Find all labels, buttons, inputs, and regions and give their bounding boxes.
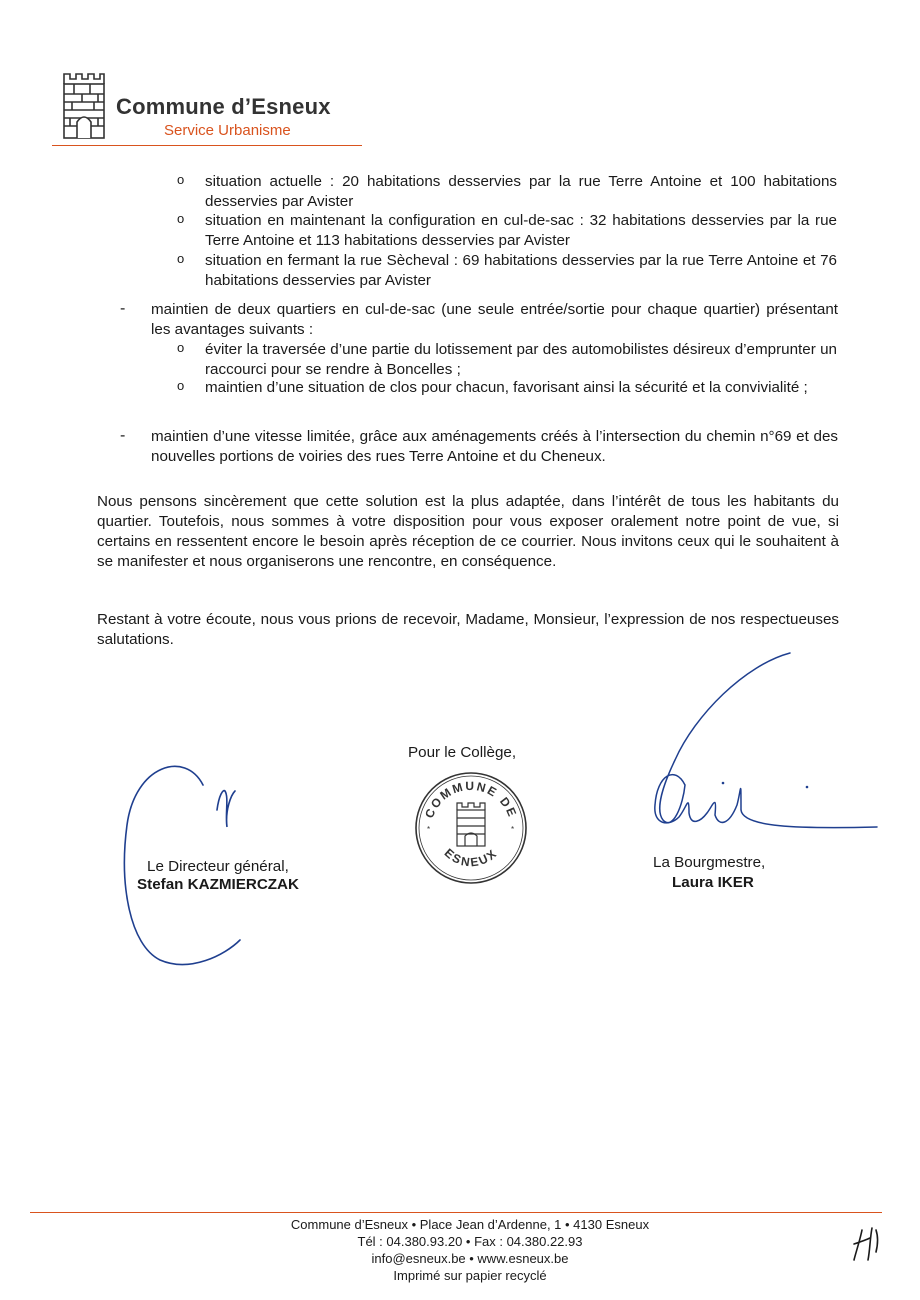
list-item xyxy=(120,427,838,467)
list-item xyxy=(177,172,837,212)
list-item-text: situation en maintenant la configuration en cul-de-sac : 32 habitations desservies par la rue Terre Antoine et 113 habitations desservies par Avister xyxy=(205,212,837,249)
service-name: Service Urbanisme xyxy=(164,122,291,139)
bullet-icon: o xyxy=(177,378,185,393)
mayor-name: Laura IKER xyxy=(672,874,754,891)
list-item xyxy=(177,211,837,251)
mayor-signature xyxy=(645,645,885,840)
bullet-icon: o xyxy=(177,340,185,355)
closing-paragraph: Nous pensons sincèrement que cette solution est la plus adaptée, dans l’intérêt de tous les habitants du quartier. Toutefois, nous sommes à votre disposition pour vous exposer oralement notre point de vue, si certains en ressentent encore le besoin après réception de ce courrier. Nous invitons ceux qui le souhaitent à se manifester et nous organiserons une rencontre, en conséquence. xyxy=(97,493,839,570)
stamp-top-text: COMMUNE DE xyxy=(422,778,520,821)
bullet-icon: o xyxy=(177,211,185,226)
list-item-text: maintien d’une vitesse limitée, grâce aux aménagements créés à l’intersection du chemin n°69 et des nouvelles portions de voiries des rues Terre Antoine et du Cheneux. xyxy=(151,428,838,465)
list-item-text: maintien de deux quartiers en cul-de-sac (une seule entrée/sortie pour chaque quartier) présentant les avantages suivants : xyxy=(151,301,838,338)
director-name: Stefan KAZMIERCZAK xyxy=(137,876,299,893)
commune-logo-tower-icon xyxy=(62,72,106,140)
footer-note: Imprimé sur papier recyclé xyxy=(393,1268,547,1283)
svg-text:*: * xyxy=(511,825,515,834)
footer-phone: Tél : 04.380.93.20 • Fax : 04.380.22.93 xyxy=(357,1234,583,1249)
list-item xyxy=(177,251,837,291)
list-item-text: maintien d’une situation de clos pour chacun, favorisant ainsi la sécurité et la convivialité ; xyxy=(205,379,808,396)
director-title: Le Directeur général, xyxy=(147,858,289,875)
footer-web: info@esneux.be • www.esneux.be xyxy=(371,1251,569,1266)
bullet-icon: o xyxy=(177,251,185,266)
initials-mark xyxy=(848,1222,884,1264)
list-item xyxy=(177,378,837,398)
list-item xyxy=(120,300,838,340)
dash-bullet: - xyxy=(120,427,126,444)
svg-text:ESNEUX xyxy=(442,846,501,870)
commune-stamp-seal xyxy=(413,770,529,886)
list-item xyxy=(177,340,837,380)
list-item-text: situation actuelle : 20 habitations desservies par la rue Terre Antoine et 100 habitations desservies par Avister xyxy=(205,173,837,210)
mayor-title: La Bourgmestre, xyxy=(653,854,766,871)
stamp-bottom-text: ESNEUX xyxy=(441,845,501,870)
salutation-paragraph: Restant à votre écoute, nous vous prions de recevoir, Madame, Monsieur, l’expression de nos respectueuses salutations. xyxy=(97,611,839,648)
list-item-text: situation en fermant la rue Sècheval : 69 habitations desservies par la rue Terre Antoine et 76 habitations desservies par Avister xyxy=(205,252,837,289)
list-item-text: éviter la traversée d’une partie du lotissement par des automobilistes désireux d’emprunter un raccourci pour se rendre à Boncelles ; xyxy=(205,341,837,378)
svg-text:*: * xyxy=(427,825,431,834)
org-name: Commune d’Esneux xyxy=(116,94,331,119)
footer-divider xyxy=(30,1212,882,1213)
footer-address: Commune d’Esneux • Place Jean d’Ardenne, 1 • 4130 Esneux xyxy=(290,1217,650,1232)
header-divider xyxy=(52,145,362,146)
bullet-icon: o xyxy=(177,172,185,187)
college-label: Pour le Collège, xyxy=(408,744,517,761)
dash-bullet: - xyxy=(120,300,126,317)
